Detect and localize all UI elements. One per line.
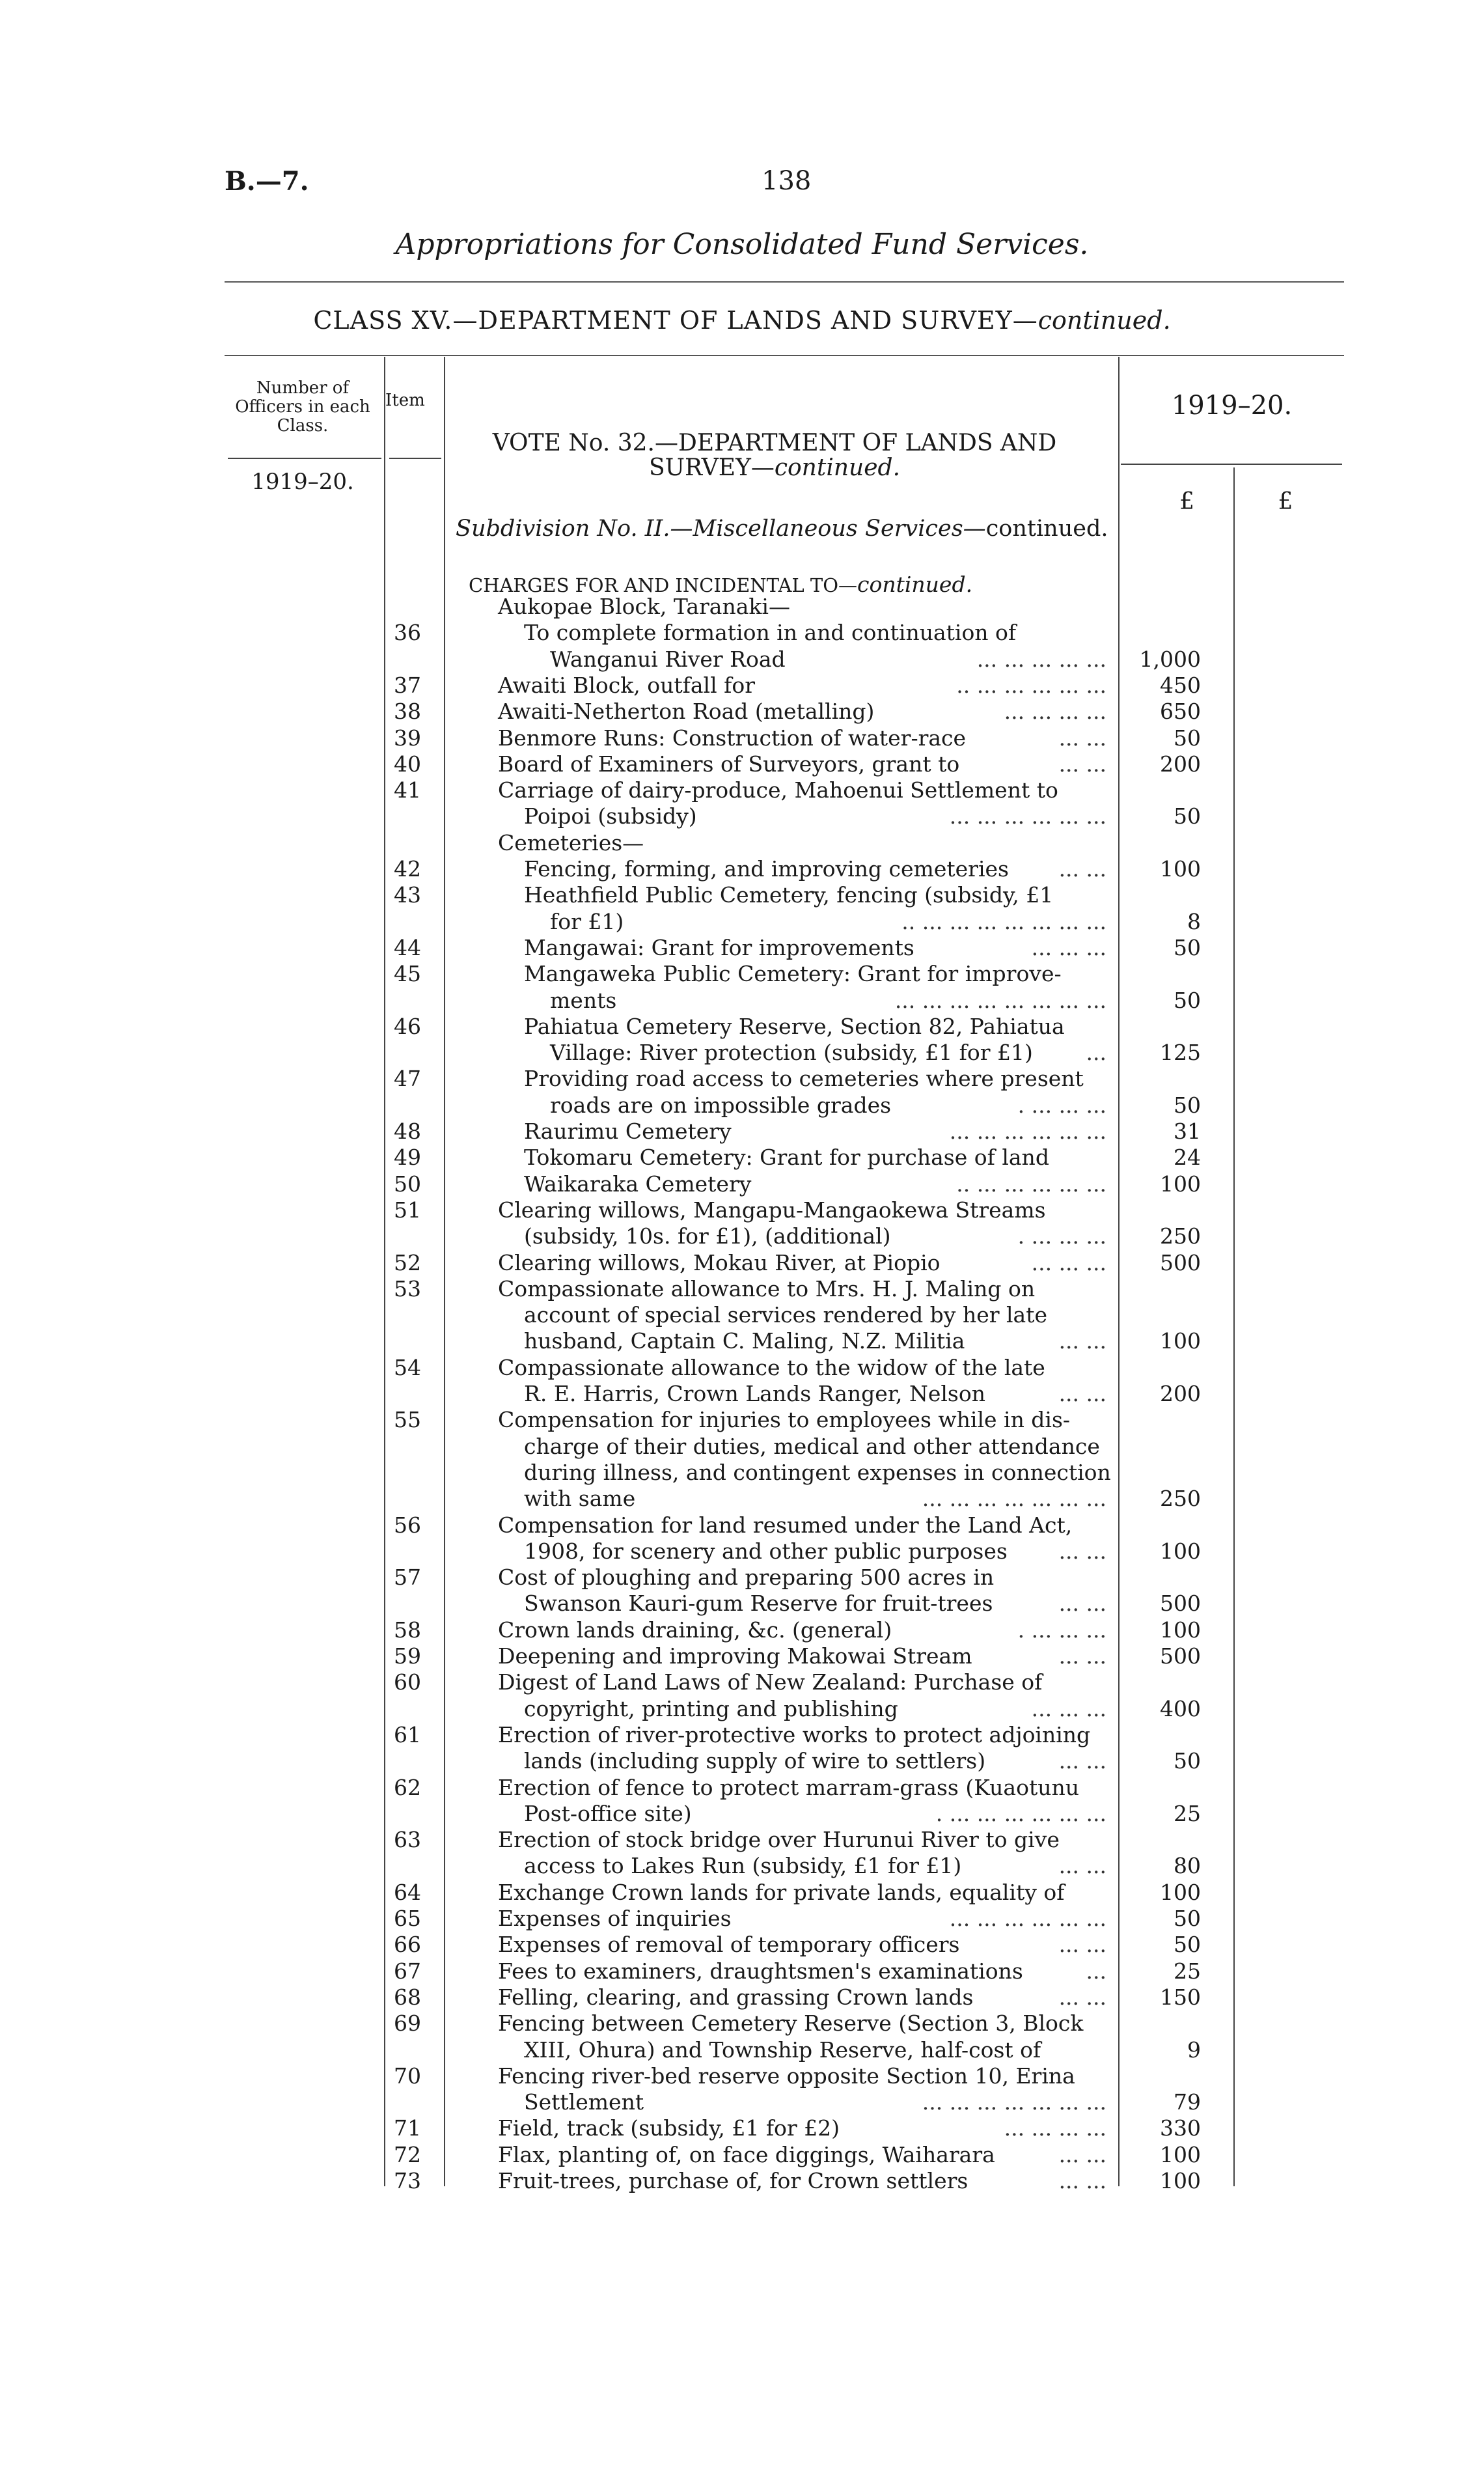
leader-dots: ... ... ... [1031,1696,1106,1721]
table-row [0,2142,1484,2168]
item-description: Benmore Runs: Construction of water-race [498,725,967,751]
table-row [0,1302,1484,1328]
item-description: Exchange Crown lands for private lands, equality of [498,1880,1065,1905]
table-row [0,1092,1484,1119]
item-number: 40 [394,751,421,777]
item-amount: 25 [1174,1958,1201,1984]
leader-dots: ... ... ... ... ... ... ... [922,1486,1106,1511]
item-amount: 100 [1160,1328,1201,1354]
charges-continued: continued. [857,572,973,597]
item-amount: 50 [1174,725,1201,751]
leader-dots: .. ... ... ... ... ... [956,1171,1106,1197]
table-row [0,594,1484,620]
class-heading: CLASS XV.—DEPARTMENT OF LANDS AND SURVEY—continued. [313,306,1171,335]
table-row [0,1669,1484,1695]
leader-dots: ... ... [1058,751,1106,777]
item-number: 49 [394,1145,421,1170]
item-amount: 100 [1160,1880,1201,1905]
item-number: 57 [394,1565,421,1590]
item-number: 45 [394,961,421,986]
item-description: account of special services rendered by her late [524,1302,1048,1328]
item-description: Mangaweka Public Cemetery: Grant for improve- [524,961,1062,986]
table-row [0,935,1484,961]
table-row [0,647,1484,673]
table-row [0,1748,1484,1774]
class-heading-continued: continued. [1037,306,1171,335]
table-row [0,1643,1484,1669]
leader-dots: ... ... [1058,2142,1106,2167]
item-number: 64 [394,1880,421,1905]
item-description: (subsidy, 10s. for £1), (additional) [524,1223,891,1249]
item-number: 67 [394,1958,421,1984]
table-row [0,1696,1484,1722]
table-row [0,909,1484,935]
item-amount: 31 [1174,1119,1201,1144]
table-row [0,1328,1484,1354]
item-description: Awaiti-Netherton Road (metalling) [498,699,875,724]
table-row [0,620,1484,646]
item-description: Wanganui River Road [550,647,786,672]
table-row [0,1119,1484,1145]
item-amount: 100 [1160,1538,1201,1564]
table-row [0,1434,1484,1460]
item-number: 44 [394,935,421,960]
item-description: Village: River protection (subsidy, £1 for £1) [550,1040,1033,1065]
item-amount: 400 [1160,1696,1201,1721]
item-number: 59 [394,1643,421,1669]
table-row [0,1538,1484,1565]
item-number: 68 [394,1984,421,2010]
item-amount: 25 [1174,1801,1201,1826]
item-description: Erection of stock bridge over Hurunui River to give [498,1827,1060,1852]
item-description: To complete formation in and continuation of [524,620,1017,645]
leader-dots: ... ... ... ... ... ... ... ... [894,988,1106,1013]
item-amount: 9 [1187,2037,1201,2063]
table-row [0,2063,1484,2089]
item-description: Expenses of removal of temporary officers [498,1932,960,1957]
item-amount: 250 [1160,1486,1201,1511]
leader-dots: ... ... [1058,1853,1106,1878]
item-description: copyright, printing and publishing [524,1696,898,1721]
leader-dots: ... ... [1058,725,1106,751]
table-row [0,699,1484,725]
item-description: charge of their duties, medical and other attendance [524,1434,1100,1459]
item-amount: 125 [1160,1040,1201,1065]
item-description: Mangawai: Grant for improvements [524,935,914,960]
leader-dots: ... ... [1058,1591,1106,1616]
table-row [0,1906,1484,1932]
leader-dots: ... ... [1058,1984,1106,2010]
item-number: 70 [394,2063,421,2089]
item-description: ments [550,988,617,1013]
pound-sign-items: £ [1179,488,1194,515]
table-row [0,1617,1484,1643]
table-row [0,1145,1484,1171]
item-description: Settlement [524,2089,644,2115]
item-description: Heathfield Public Cemetery, fencing (subsidy, £1 [524,882,1054,908]
item-description: Tokomaru Cemetery: Grant for purchase of land [524,1145,1049,1170]
table-row [0,1853,1484,1879]
charges-heading: CHARGES FOR AND INCIDENTAL TO—continued. [469,572,973,597]
vote-line-1: VOTE No. 32.—DEPARTMENT OF LANDS AND [492,430,1057,456]
table-row [0,1171,1484,1197]
table-row [0,856,1484,882]
leader-dots: . ... ... ... [1017,1092,1106,1118]
item-number: 46 [394,1014,421,1039]
item-description: Pahiatua Cemetery Reserve, Section 82, Pahiatua [524,1014,1065,1039]
item-amount: 500 [1160,1643,1201,1669]
leader-dots: ... ... ... ... ... [976,647,1106,672]
item-amount: 50 [1174,1906,1201,1931]
vote-heading [443,431,1106,480]
table-row [0,777,1484,803]
item-amount: 50 [1174,988,1201,1013]
leader-dots: ... ... ... ... [1004,699,1106,724]
item-amount: 200 [1160,1381,1201,1406]
leader-dots: . ... ... ... [1017,1617,1106,1643]
item-number: 36 [394,620,421,645]
item-description: Compensation for land resumed under the Land Act, [498,1512,1073,1538]
leader-dots: ... ... [1058,1748,1106,1774]
subdivision-continued: continued. [985,516,1108,542]
item-description: Clearing willows, Mangapu-Mangaokewa Streams [498,1197,1046,1223]
item-description: access to Lakes Run (subsidy, £1 for £1) [524,1853,962,1878]
item-description: XIII, Ohura) and Township Reserve, half-cost of [524,2037,1041,2063]
item-amount: 250 [1160,1223,1201,1249]
leader-dots: ... [1086,1958,1106,1984]
officers-header-rule [228,458,381,459]
item-description: Swanson Kauri-gum Reserve for fruit-trees [524,1591,993,1616]
item-description: Compassionate allowance to Mrs. H. J. Maling on [498,1276,1036,1301]
item-description: with same [524,1486,636,1511]
table-row [0,961,1484,987]
item-description: Felling, clearing, and grassing Crown lands [498,1984,974,2010]
year-header-rule [1121,464,1342,465]
item-number: 37 [394,673,421,698]
item-number: 62 [394,1775,421,1800]
leader-dots: ... [1086,1040,1106,1065]
table-row [0,1355,1484,1381]
item-number: 54 [394,1355,421,1380]
item-number: 38 [394,699,421,724]
item-amount: 8 [1187,909,1201,934]
leader-dots: ... ... [1058,1643,1106,1669]
item-description: Erection of river-protective works to protect adjoining [498,1722,1091,1747]
leader-dots: . ... ... ... [1017,1223,1106,1249]
item-amount: 50 [1174,1092,1201,1118]
item-amount: 100 [1160,856,1201,882]
item-amount: 330 [1160,2115,1201,2141]
item-amount: 50 [1174,935,1201,960]
pound-sign-totals: £ [1278,488,1293,515]
document-reference: B.—7. [225,166,309,197]
item-number: 71 [394,2115,421,2141]
item-number: 47 [394,1066,421,1091]
leader-dots: ... ... ... [1031,935,1106,960]
item-amount: 24 [1174,1145,1201,1170]
leader-dots: . ... ... ... ... ... ... [935,1801,1106,1826]
table-row [0,2115,1484,2141]
item-description: Board of Examiners of Surveyors, grant to [498,751,960,777]
leader-dots: ... ... ... ... ... ... ... [922,2089,1106,2115]
item-description: during illness, and contingent expenses in connection [524,1460,1111,1485]
item-number: 43 [394,882,421,908]
item-amount: 100 [1160,2168,1201,2193]
item-number: 69 [394,2010,421,2036]
item-amount: 80 [1174,1853,1201,1878]
table-row [0,803,1484,829]
item-description: Fencing river-bed reserve opposite Section 10, Erina [498,2063,1075,2089]
item-description: R. E. Harris, Crown Lands Ranger, Nelson [524,1381,985,1406]
item-description: Waikaraka Cemetery [524,1171,752,1197]
item-description: Clearing willows, Mokau River, at Piopio [498,1250,941,1275]
item-amount: 100 [1160,1171,1201,1197]
item-description: Cemeteries— [498,830,644,855]
table-row [0,1801,1484,1827]
item-amount: 50 [1174,1932,1201,1957]
item-number: 41 [394,777,421,803]
table-row [0,1381,1484,1407]
vote-line-2: SURVEY—continued. [648,454,901,481]
item-number: 56 [394,1512,421,1538]
table-row [0,1460,1484,1486]
leader-dots: ... ... [1058,1538,1106,1564]
leader-dots: .. ... ... ... ... ... [956,673,1106,698]
table-row [0,1958,1484,1984]
table-row [0,673,1484,699]
vote-continued: continued. [774,454,901,481]
item-amount: 650 [1160,699,1201,724]
table-row [0,1775,1484,1801]
table-row [0,1512,1484,1538]
subdivision-heading: Subdivision No. II.—Miscellaneous Services—continued. [456,516,1108,542]
table-row [0,2168,1484,2194]
table-row [0,725,1484,751]
table-row [0,1880,1484,1906]
table-row [0,830,1484,856]
item-description: roads are on impossible grades [550,1092,892,1118]
table-row [0,1827,1484,1853]
table-row [0,1932,1484,1958]
item-description: Crown lands draining, &c. (general) [498,1617,892,1643]
leader-dots: ... ... ... ... ... ... [949,1906,1106,1931]
item-number: 52 [394,1250,421,1275]
item-amount: 150 [1160,1984,1201,2010]
table-row [0,1250,1484,1276]
item-description: Erection of fence to protect marram-grass (Kuaotunu [498,1775,1079,1800]
item-description: husband, Captain C. Maling, N.Z. Militia [524,1328,965,1354]
item-description: Post-office site) [524,1801,692,1826]
item-amount: 100 [1160,2142,1201,2167]
item-amount: 1,000 [1139,647,1201,672]
item-number: 51 [394,1197,421,1223]
item-number: 66 [394,1932,421,1957]
table-row [0,2010,1484,2037]
leader-dots: ... ... [1058,1932,1106,1957]
item-number: 61 [394,1722,421,1747]
item-description: Awaiti Block, outfall for [498,673,755,698]
item-number: 60 [394,1669,421,1695]
item-description: Poipoi (subsidy) [524,803,697,829]
item-amount: 100 [1160,1617,1201,1643]
leader-dots: ... ... ... [1031,1250,1106,1275]
page-title: Appropriations for Consolidated Fund Services. [395,228,1089,261]
item-number: 39 [394,725,421,751]
table-row [0,1040,1484,1066]
table-row [0,1722,1484,1748]
table-row [0,1014,1484,1040]
item-number: 42 [394,856,421,882]
class-rule [225,355,1344,356]
item-description: Flax, planting of, on face diggings, Waiharara [498,2142,995,2167]
item-description: Deepening and improving Makowai Stream [498,1643,972,1669]
officers-year: 1919–20. [251,469,354,495]
item-description: Raurimu Cemetery [524,1119,732,1144]
item-description: for £1) [550,909,624,934]
item-number: 50 [394,1171,421,1197]
page-number: 138 [762,166,812,196]
table-row [0,988,1484,1014]
item-description: Compensation for injuries to employees while in dis- [498,1407,1071,1432]
leader-dots: ... ... [1058,856,1106,882]
leader-dots: ... ... [1058,2168,1106,2193]
table-row [0,1486,1484,1512]
item-number: 73 [394,2168,421,2193]
item-description: Expenses of inquiries [498,1906,732,1931]
title-rule [225,281,1344,283]
item-amount: 500 [1160,1250,1201,1275]
item-number: 72 [394,2142,421,2167]
item-description: Compassionate allowance to the widow of the late [498,1355,1045,1380]
table-row [0,1197,1484,1223]
table-row [0,1591,1484,1617]
item-description: Carriage of dairy-produce, Mahoenui Settlement to [498,777,1058,803]
officers-column-header: Number of Officers in each Class. [235,378,370,436]
estimate-year: 1919–20. [1171,391,1293,421]
item-number: 65 [394,1906,421,1931]
table-row [0,2037,1484,2063]
item-number: 63 [394,1827,421,1852]
item-description: Digest of Land Laws of New Zealand: Purchase of [498,1669,1043,1695]
item-number: 58 [394,1617,421,1643]
table-row [0,1565,1484,1591]
table-row [0,1407,1484,1433]
item-number: 53 [394,1276,421,1301]
table-row [0,1223,1484,1249]
item-description: Fruit-trees, purchase of, for Crown settlers [498,2168,969,2193]
item-column-header: Item [385,391,425,410]
item-description: Cost of ploughing and preparing 500 acres in [498,1565,995,1590]
item-header-rule [389,458,441,459]
item-description: Aukopae Block, Taranaki— [498,594,790,619]
item-amount: 500 [1160,1591,1201,1616]
item-amount: 200 [1160,751,1201,777]
item-amount: 79 [1174,2089,1201,2115]
table-row [0,2089,1484,2115]
item-description: Field, track (subsidy, £1 for £2) [498,2115,840,2141]
table-row [0,1066,1484,1092]
leader-dots: ... ... [1058,1328,1106,1354]
item-amount: 450 [1160,673,1201,698]
item-description: lands (including supply of wire to settlers) [524,1748,986,1774]
item-amount: 50 [1174,803,1201,829]
leader-dots: ... ... ... ... ... ... [949,1119,1106,1144]
leader-dots: .. ... ... ... ... ... ... ... [901,909,1106,934]
leader-dots: ... ... [1058,1381,1106,1406]
table-row [0,751,1484,777]
table-row [0,1276,1484,1302]
leader-dots: ... ... ... ... [1004,2115,1106,2141]
item-amount: 50 [1174,1748,1201,1774]
item-description: Fees to examiners, draughtsmen's examinations [498,1958,1023,1984]
item-number: 48 [394,1119,421,1144]
leader-dots: ... ... ... ... ... ... [949,803,1106,829]
table-row [0,882,1484,908]
table-row [0,1984,1484,2010]
item-description: Fencing between Cemetery Reserve (Section 3, Block [498,2010,1084,2036]
item-description: 1908, for scenery and other public purposes [524,1538,1008,1564]
item-description: Fencing, forming, and improving cemeteries [524,856,1009,882]
item-number: 55 [394,1407,421,1432]
item-description: Providing road access to cemeteries where present [524,1066,1084,1091]
